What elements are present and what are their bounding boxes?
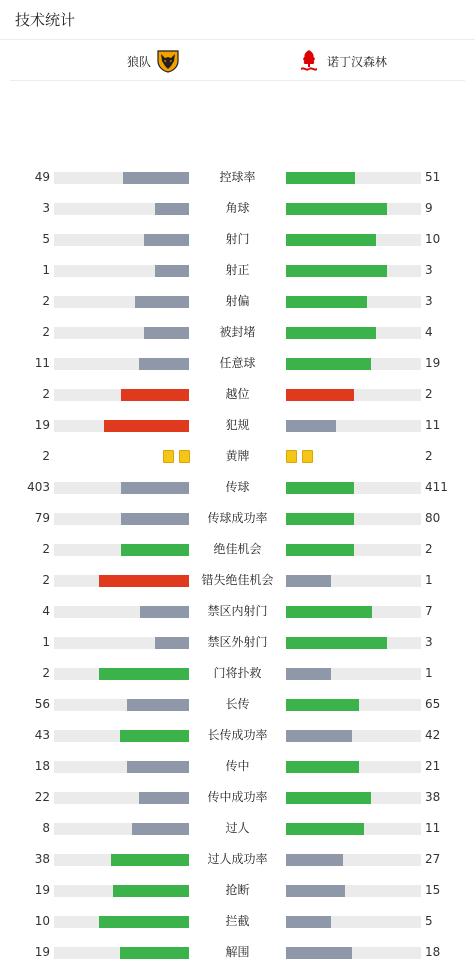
home-value: 2 [42, 449, 50, 463]
home-bar-track [54, 668, 189, 680]
away-bar-track [286, 637, 421, 649]
home-bar [121, 482, 189, 494]
nottingham-forest-tree-crest-icon [297, 49, 321, 73]
away-bar [286, 761, 359, 773]
stat-row [0, 751, 475, 782]
away-bar-track [286, 296, 421, 308]
home-value: 3 [42, 201, 50, 215]
away-bar-track [286, 358, 421, 370]
away-bar [286, 203, 387, 215]
away-bar-track [286, 575, 421, 587]
home-bar-track [54, 327, 189, 339]
away-value: 4 [425, 325, 433, 339]
away-bar-track [286, 172, 421, 184]
away-bar [286, 854, 343, 866]
away-value: 2 [425, 449, 433, 463]
home-bar [155, 637, 189, 649]
away-value: 5 [425, 914, 433, 928]
stat-row [0, 348, 475, 379]
home-bar [132, 823, 189, 835]
home-bar [135, 296, 189, 308]
stat-row [0, 689, 475, 720]
home-bar [155, 265, 189, 277]
away-bar [286, 916, 331, 928]
away-bar [286, 296, 367, 308]
away-value: 80 [425, 511, 441, 525]
home-value: 403 [27, 480, 50, 494]
away-bar-track [286, 730, 421, 742]
wolves-crest-icon [156, 49, 180, 73]
stat-label: 传中成功率 [207, 790, 268, 804]
home-value: 11 [34, 356, 50, 370]
yellow-card-icon [179, 450, 190, 463]
home-value: 79 [34, 511, 50, 525]
stat-row [0, 472, 475, 503]
away-bar-track [286, 699, 421, 711]
away-bar [286, 699, 359, 711]
home-bar [139, 792, 189, 804]
stat-label: 射正 [225, 263, 250, 277]
home-value: 19 [34, 883, 50, 897]
stat-label: 解围 [225, 945, 250, 959]
home-bar-track [54, 172, 189, 184]
home-value: 19 [34, 945, 50, 959]
home-value: 5 [42, 232, 50, 246]
home-bar-track [54, 792, 189, 804]
home-value: 1 [42, 635, 50, 649]
stat-row [0, 813, 475, 844]
stat-label: 禁区外射门 [207, 635, 268, 649]
stat-label: 错失绝佳机会 [201, 573, 274, 587]
home-bar-track [54, 575, 189, 587]
away-bar-track [286, 885, 421, 897]
home-value: 8 [42, 821, 50, 835]
away-bar-track [286, 420, 421, 432]
stat-row [0, 627, 475, 658]
stat-row [0, 937, 475, 968]
home-value: 1 [42, 263, 50, 277]
stat-row [0, 255, 475, 286]
home-value: 2 [42, 542, 50, 556]
stat-label: 犯规 [225, 418, 250, 432]
away-bar-track [286, 482, 421, 494]
away-bar [286, 482, 354, 494]
away-bar [286, 885, 345, 897]
stat-row [0, 720, 475, 751]
stat-label: 拦截 [225, 914, 250, 928]
away-bar-track [286, 823, 421, 835]
away-value: 3 [425, 263, 433, 277]
away-bar [286, 513, 354, 525]
stat-row [0, 596, 475, 627]
home-team[interactable] [127, 49, 180, 73]
home-bar [139, 358, 189, 370]
away-bar [286, 234, 376, 246]
home-value: 2 [42, 387, 50, 401]
stat-label: 绝佳机会 [213, 542, 262, 556]
stat-label: 长传成功率 [207, 728, 268, 742]
home-bar-track [54, 637, 189, 649]
away-bar [286, 730, 352, 742]
away-value: 19 [425, 356, 441, 370]
home-bar [120, 947, 189, 959]
home-bar-track [54, 854, 189, 866]
stat-row [0, 565, 475, 596]
away-bar [286, 389, 354, 401]
home-bar-track [54, 823, 189, 835]
stat-row [0, 224, 475, 255]
away-bar-track [286, 668, 421, 680]
stat-label: 禁区内射门 [207, 604, 268, 618]
away-value: 3 [425, 294, 433, 308]
home-bar-track [54, 482, 189, 494]
home-bar [144, 234, 189, 246]
away-bar [286, 668, 331, 680]
away-value: 10 [425, 232, 441, 246]
stat-row [0, 379, 475, 410]
home-bar-track [54, 606, 189, 618]
stat-label: 射偏 [225, 294, 250, 308]
home-value: 10 [34, 914, 50, 928]
home-bar [123, 172, 189, 184]
stat-label: 传球 [225, 480, 250, 494]
stat-row [0, 286, 475, 317]
home-bar [144, 327, 189, 339]
away-value: 18 [425, 945, 441, 959]
away-yellow-cards [286, 450, 318, 463]
home-bar-track [54, 389, 189, 401]
away-value: 11 [425, 418, 441, 432]
away-value: 11 [425, 821, 441, 835]
home-value: 2 [42, 573, 50, 587]
stat-label: 越位 [225, 387, 250, 401]
home-bar-track [54, 420, 189, 432]
stat-row [0, 534, 475, 565]
away-bar-track [286, 761, 421, 773]
away-value: 51 [425, 170, 441, 184]
away-value: 1 [425, 666, 433, 680]
stat-row [0, 441, 475, 472]
away-value: 42 [425, 728, 441, 742]
home-bar-track [54, 265, 189, 277]
stat-row [0, 317, 475, 348]
home-bar [121, 513, 189, 525]
yellow-card-icon [302, 450, 313, 463]
away-value: 21 [425, 759, 441, 773]
away-team-name: 诺丁汉森林 [327, 54, 388, 69]
home-bar [140, 606, 189, 618]
stat-row [0, 782, 475, 813]
away-bar-track [286, 265, 421, 277]
stat-row [0, 844, 475, 875]
home-value: 4 [42, 604, 50, 618]
teams-header [10, 40, 465, 81]
away-bar [286, 823, 364, 835]
stat-row [0, 162, 475, 193]
away-bar [286, 327, 376, 339]
home-bar [113, 885, 189, 897]
away-value: 1 [425, 573, 433, 587]
home-bar-track [54, 916, 189, 928]
away-bar-track [286, 947, 421, 959]
stat-label: 射门 [225, 232, 250, 246]
home-bar-track [54, 761, 189, 773]
home-bar-track [54, 358, 189, 370]
home-bar [155, 203, 189, 215]
away-bar [286, 637, 387, 649]
home-value: 2 [42, 666, 50, 680]
away-value: 27 [425, 852, 441, 866]
stat-label: 抢断 [225, 883, 250, 897]
stat-row [0, 658, 475, 689]
stat-label: 控球率 [219, 170, 256, 184]
home-bar-track [54, 947, 189, 959]
home-bar [111, 854, 189, 866]
away-bar [286, 358, 371, 370]
stat-row [0, 410, 475, 441]
away-bar-track [286, 513, 421, 525]
home-value: 2 [42, 325, 50, 339]
home-bar-track [54, 513, 189, 525]
home-bar-track [54, 730, 189, 742]
home-value: 22 [34, 790, 50, 804]
stat-label: 被封堵 [219, 325, 256, 339]
home-yellow-cards [163, 450, 195, 463]
home-bar [99, 916, 189, 928]
home-value: 56 [34, 697, 50, 711]
home-value: 38 [34, 852, 50, 866]
home-bar-track [54, 234, 189, 246]
stat-row [0, 503, 475, 534]
home-bar [127, 761, 189, 773]
away-bar [286, 544, 354, 556]
away-bar [286, 575, 331, 587]
away-team[interactable] [297, 49, 387, 73]
home-bar [127, 699, 189, 711]
away-bar-track [286, 327, 421, 339]
away-value: 65 [425, 697, 441, 711]
away-bar [286, 265, 387, 277]
home-value: 2 [42, 294, 50, 308]
home-value: 19 [34, 418, 50, 432]
home-bar [99, 668, 189, 680]
away-bar [286, 606, 372, 618]
home-bar [104, 420, 189, 432]
home-bar-track [54, 296, 189, 308]
stat-row [0, 875, 475, 906]
away-value: 9 [425, 201, 433, 215]
stat-label: 门将扑救 [213, 666, 262, 680]
stat-label: 角球 [225, 201, 250, 215]
stat-label: 过人 [225, 821, 250, 835]
stat-row [0, 906, 475, 937]
home-bar [121, 544, 189, 556]
home-bar-track [54, 885, 189, 897]
away-value: 15 [425, 883, 441, 897]
yellow-card-icon [163, 450, 174, 463]
home-bar [121, 389, 189, 401]
away-bar-track [286, 544, 421, 556]
away-value: 3 [425, 635, 433, 649]
stat-label: 黄牌 [225, 449, 250, 463]
away-bar-track [286, 792, 421, 804]
home-value: 43 [34, 728, 50, 742]
away-bar [286, 947, 352, 959]
home-team-name: 狼队 [126, 54, 151, 69]
away-bar [286, 420, 336, 432]
away-bar-track [286, 916, 421, 928]
stat-label: 传中 [225, 759, 250, 773]
away-bar-track [286, 389, 421, 401]
stat-row [0, 193, 475, 224]
away-value: 2 [425, 387, 433, 401]
away-bar [286, 792, 371, 804]
home-bar-track [54, 544, 189, 556]
away-value: 38 [425, 790, 441, 804]
away-bar-track [286, 234, 421, 246]
away-value: 7 [425, 604, 433, 618]
home-value: 49 [34, 170, 50, 184]
away-bar-track [286, 854, 421, 866]
home-bar-track [54, 203, 189, 215]
away-bar [286, 172, 355, 184]
away-value: 2 [425, 542, 433, 556]
stat-label: 长传 [225, 697, 250, 711]
away-bar-track [286, 203, 421, 215]
page-title: 技术统计 [0, 0, 475, 40]
stat-label: 过人成功率 [207, 852, 268, 866]
home-value: 18 [34, 759, 50, 773]
home-bar [99, 575, 189, 587]
home-bar-track [54, 699, 189, 711]
stat-label: 传球成功率 [207, 511, 268, 525]
home-bar [120, 730, 189, 742]
yellow-card-icon [286, 450, 297, 463]
away-value: 411 [425, 480, 448, 494]
away-bar-track [286, 606, 421, 618]
stat-label: 任意球 [219, 356, 256, 370]
